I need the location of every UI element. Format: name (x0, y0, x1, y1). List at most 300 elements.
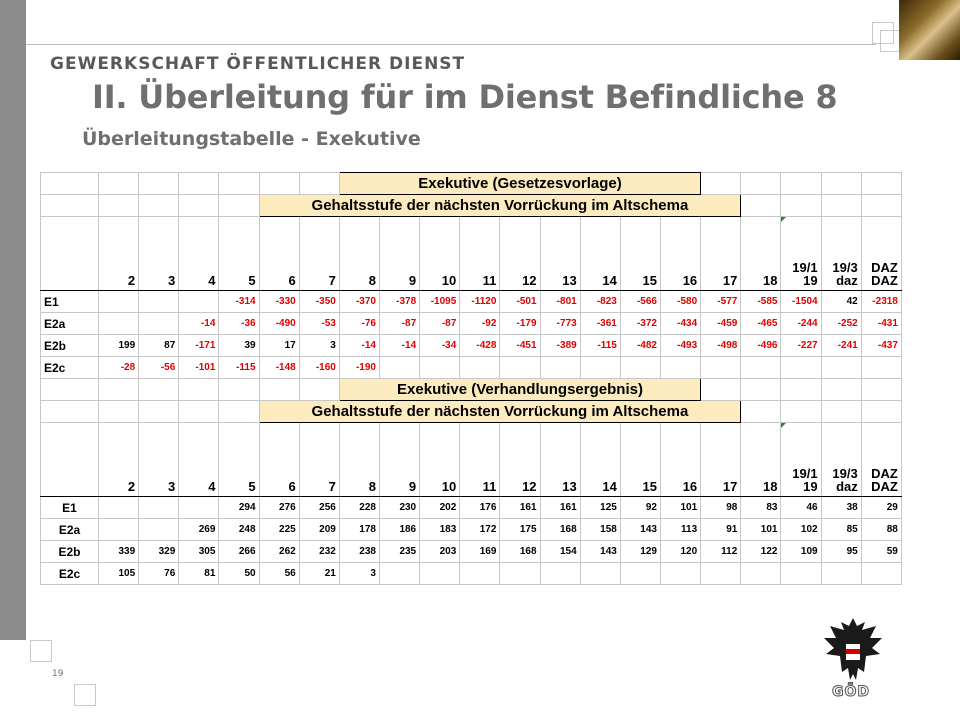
table-cell: -1095 (420, 291, 460, 313)
column-header (379, 217, 419, 291)
page-number: 19 (52, 669, 64, 679)
table-cell: -378 (379, 291, 419, 313)
column-header-row (41, 423, 902, 497)
table-cell (861, 563, 901, 585)
table-cell: 339 (99, 541, 139, 563)
empty-cell (139, 401, 179, 423)
column-header-label: 2 (127, 479, 136, 494)
column-header (460, 423, 500, 497)
table-cell: -1120 (460, 291, 500, 313)
table-cell (701, 357, 741, 379)
empty-cell (741, 401, 781, 423)
empty-cell (781, 379, 821, 401)
handshake-icon (899, 0, 960, 60)
empty-cell (741, 173, 781, 195)
row-label: E1 (41, 497, 99, 519)
column-header (540, 423, 580, 497)
column-header-label: 13 (562, 479, 577, 494)
table-cell: 91 (701, 519, 741, 541)
column-header-label: 16 (682, 273, 698, 288)
column-header-label: 15 (642, 273, 657, 288)
section-title: Exekutive (Verhandlungsergebnis) (339, 379, 700, 401)
empty-cell (219, 173, 259, 195)
empty-cell (861, 173, 901, 195)
column-header-label: 6 (288, 479, 296, 494)
column-header (781, 217, 821, 291)
column-header-label: 5 (248, 273, 256, 288)
table-cell: 85 (821, 519, 861, 541)
column-header (580, 217, 620, 291)
table-cell: -389 (540, 335, 580, 357)
table-cell: -171 (179, 335, 219, 357)
table-cell: 17 (259, 335, 299, 357)
empty-cell (741, 379, 781, 401)
table-cell: 199 (99, 335, 139, 357)
table-cell: -451 (500, 335, 540, 357)
table-cell: -34 (420, 335, 460, 357)
table-cell (580, 563, 620, 585)
table-cell (139, 291, 179, 313)
table-cell: 203 (420, 541, 460, 563)
column-header (339, 423, 379, 497)
table-cell: 101 (660, 497, 700, 519)
table-cell: 154 (540, 541, 580, 563)
table-cell (420, 357, 460, 379)
table-cell: -330 (259, 291, 299, 313)
table-row (41, 563, 902, 585)
table-cell (500, 563, 540, 585)
column-header-label: 16 (682, 479, 698, 494)
column-header-label: 19/3 daz (832, 466, 858, 494)
column-header (460, 217, 500, 291)
column-header-label: 18 (762, 479, 778, 494)
table-cell (179, 291, 219, 313)
table-cell: 59 (861, 541, 901, 563)
column-header (339, 217, 379, 291)
table-cell (821, 563, 861, 585)
column-header-label: 2 (127, 273, 136, 288)
table-cell (139, 497, 179, 519)
column-header-row (41, 217, 902, 291)
empty-cell (299, 173, 339, 195)
table-cell: -493 (660, 335, 700, 357)
column-header-label: DAZ DAZ (871, 260, 898, 288)
table-cell: 95 (821, 541, 861, 563)
column-header-label: 12 (522, 479, 537, 494)
empty-cell (41, 173, 99, 195)
table-cell: 209 (299, 519, 339, 541)
empty-cell (219, 195, 259, 217)
table-cell: 158 (580, 519, 620, 541)
table-cell: -496 (741, 335, 781, 357)
table-cell (460, 563, 500, 585)
table-cell: -252 (821, 313, 861, 335)
table-cell: -14 (379, 335, 419, 357)
table-cell: -437 (861, 335, 901, 357)
table-cell: -115 (580, 335, 620, 357)
table-row (41, 497, 902, 519)
table-cell: -14 (179, 313, 219, 335)
column-header (580, 423, 620, 497)
empty-cell (821, 195, 861, 217)
empty-cell (259, 173, 299, 195)
table-cell: 225 (259, 519, 299, 541)
empty-cell (781, 401, 821, 423)
table-cell: -773 (540, 313, 580, 335)
table-row (41, 519, 902, 541)
table-cell: -244 (781, 313, 821, 335)
column-header (620, 423, 660, 497)
row-label: E2c (41, 563, 99, 585)
table-cell: -580 (660, 291, 700, 313)
table-cell (420, 563, 460, 585)
row-label: E2b (41, 541, 99, 563)
column-header-label: 11 (482, 479, 497, 494)
column-header (259, 423, 299, 497)
empty-cell (99, 173, 139, 195)
column-header-label: 17 (722, 479, 738, 494)
column-header (741, 217, 781, 291)
table-cell: 169 (460, 541, 500, 563)
table-cell: 202 (420, 497, 460, 519)
table-cell: -14 (339, 335, 379, 357)
table-cell: -498 (701, 335, 741, 357)
row-label: E1 (41, 291, 99, 313)
table-cell: -490 (259, 313, 299, 335)
table-cell: -801 (540, 291, 580, 313)
column-header (861, 423, 901, 497)
column-header-label: DAZ DAZ (871, 466, 898, 494)
table-cell (500, 357, 540, 379)
empty-cell (861, 379, 901, 401)
column-header (821, 423, 861, 497)
empty-cell (41, 217, 99, 291)
table-cell: 143 (620, 519, 660, 541)
empty-cell (99, 195, 139, 217)
table-cell: 125 (580, 497, 620, 519)
column-header-label: 8 (368, 273, 376, 288)
table-cell (620, 563, 660, 585)
column-header (420, 217, 460, 291)
table-cell: -2318 (861, 291, 901, 313)
table-cell: 228 (339, 497, 379, 519)
table-cell: 102 (781, 519, 821, 541)
table-cell: -482 (620, 335, 660, 357)
column-header (540, 217, 580, 291)
column-header-label: 15 (642, 479, 657, 494)
empty-cell (41, 401, 99, 423)
table-row (41, 541, 902, 563)
column-header-label: 19/1 19 (792, 260, 818, 288)
table-cell: 168 (500, 541, 540, 563)
section-title: Exekutive (Gesetzesvorlage) (339, 173, 700, 195)
table-cell: 21 (299, 563, 339, 585)
empty-cell (219, 379, 259, 401)
column-header (821, 217, 861, 291)
table-cell: -148 (259, 357, 299, 379)
table-row (41, 379, 902, 401)
table-cell: 46 (781, 497, 821, 519)
column-header-label: 10 (441, 273, 457, 288)
table-cell: 294 (219, 497, 259, 519)
table-cell (701, 563, 741, 585)
column-header (620, 217, 660, 291)
table-cell: -823 (580, 291, 620, 313)
column-header (99, 423, 139, 497)
table-cell: 266 (219, 541, 259, 563)
column-header (99, 217, 139, 291)
table-cell: -361 (580, 313, 620, 335)
table-cell (861, 357, 901, 379)
column-header-label: 14 (602, 479, 617, 494)
table-cell: 50 (219, 563, 259, 585)
table-cell (781, 563, 821, 585)
logo-text: GÖD (832, 684, 871, 700)
table-cell (741, 357, 781, 379)
table-cell: 56 (259, 563, 299, 585)
empty-cell (701, 379, 741, 401)
table-cell: 176 (460, 497, 500, 519)
column-header-label: 19/3 daz (832, 260, 858, 288)
column-header (660, 217, 700, 291)
table-cell: -434 (660, 313, 700, 335)
table-cell (379, 357, 419, 379)
table-cell: 186 (379, 519, 419, 541)
table-cell: 112 (701, 541, 741, 563)
table-cell: -227 (781, 335, 821, 357)
column-header (861, 217, 901, 291)
column-header-label: 8 (368, 479, 376, 494)
table-cell: 175 (500, 519, 540, 541)
table-cell: -115 (219, 357, 259, 379)
column-header (781, 423, 821, 497)
table-cell (99, 497, 139, 519)
empty-cell (781, 195, 821, 217)
empty-cell (99, 379, 139, 401)
table-cell: 39 (219, 335, 259, 357)
column-header (219, 423, 259, 497)
table-cell: 105 (99, 563, 139, 585)
table-cell: -585 (741, 291, 781, 313)
table-row (41, 357, 902, 379)
column-header (139, 217, 179, 291)
empty-cell (821, 401, 861, 423)
table-cell: 38 (821, 497, 861, 519)
page-title: II. Überleitung für im Dienst Befindliche 8 (92, 78, 838, 116)
table-cell: 232 (299, 541, 339, 563)
empty-cell (259, 379, 299, 401)
row-label: E2a (41, 519, 99, 541)
column-header (500, 217, 540, 291)
table-cell: 129 (620, 541, 660, 563)
column-header-label: 9 (408, 273, 417, 288)
table-cell: -101 (179, 357, 219, 379)
table-row (41, 335, 902, 357)
table-cell (540, 357, 580, 379)
table-cell: -36 (219, 313, 259, 335)
empty-cell (701, 173, 741, 195)
table-cell: 83 (741, 497, 781, 519)
table-cell: 256 (299, 497, 339, 519)
empty-cell (821, 173, 861, 195)
table-cell: 235 (379, 541, 419, 563)
table-cell: -179 (500, 313, 540, 335)
table-cell: 161 (500, 497, 540, 519)
column-header-label: 10 (441, 479, 457, 494)
column-header-label: 12 (522, 273, 537, 288)
table-cell: 276 (259, 497, 299, 519)
table-cell: 109 (781, 541, 821, 563)
empty-cell (139, 173, 179, 195)
table-cell: -372 (620, 313, 660, 335)
column-header-label: 13 (562, 273, 577, 288)
table-cell: -190 (339, 357, 379, 379)
table-cell (99, 519, 139, 541)
table-cell: 113 (660, 519, 700, 541)
table-cell: 122 (741, 541, 781, 563)
empty-cell (299, 379, 339, 401)
column-header-label: 4 (208, 479, 216, 494)
org-name: GEWERKSCHAFT ÖFFENTLICHER DIENST (50, 54, 466, 74)
column-header (701, 423, 741, 497)
column-header-label: 7 (328, 479, 336, 494)
table-cell (660, 357, 700, 379)
table-cell (821, 357, 861, 379)
table-cell: -28 (99, 357, 139, 379)
column-header-label: 18 (762, 273, 778, 288)
column-header-label: 4 (208, 273, 216, 288)
column-header (660, 423, 700, 497)
top-rule (26, 44, 876, 45)
column-header (500, 423, 540, 497)
sidebar-bar (0, 0, 26, 640)
table-cell (580, 357, 620, 379)
decorative-square (74, 684, 96, 706)
table-cell: 230 (379, 497, 419, 519)
empty-cell (781, 173, 821, 195)
table-row (41, 195, 902, 217)
table-cell (460, 357, 500, 379)
decorative-square (30, 640, 52, 662)
table-cell: 262 (259, 541, 299, 563)
table-cell: 101 (741, 519, 781, 541)
table-cell: 3 (299, 335, 339, 357)
table-cell (540, 563, 580, 585)
column-header-label: 3 (168, 479, 176, 494)
table-cell (139, 519, 179, 541)
table-cell: 178 (339, 519, 379, 541)
table-cell: -577 (701, 291, 741, 313)
empty-cell (741, 195, 781, 217)
table-cell: -1504 (781, 291, 821, 313)
table-row (41, 401, 902, 423)
column-header-label: 5 (248, 479, 256, 494)
table-cell: -459 (701, 313, 741, 335)
table-cell: 98 (701, 497, 741, 519)
empty-cell (179, 379, 219, 401)
column-header (179, 217, 219, 291)
table-cell: 168 (540, 519, 580, 541)
table-cell: -56 (139, 357, 179, 379)
table-cell: -92 (460, 313, 500, 335)
table-cell: 143 (580, 541, 620, 563)
table-cell: 92 (620, 497, 660, 519)
empty-cell (179, 401, 219, 423)
column-header-label: 3 (168, 273, 176, 288)
column-header (701, 217, 741, 291)
table-cell: 161 (540, 497, 580, 519)
table-cell: -87 (379, 313, 419, 335)
column-header (420, 423, 460, 497)
table-cell: -314 (219, 291, 259, 313)
column-header (179, 423, 219, 497)
table-cell: 238 (339, 541, 379, 563)
table-cell: 87 (139, 335, 179, 357)
column-header-label: 11 (482, 273, 497, 288)
table-cell (179, 497, 219, 519)
table-cell: 88 (861, 519, 901, 541)
table-cell: -241 (821, 335, 861, 357)
table-cell (741, 563, 781, 585)
table-cell (379, 563, 419, 585)
empty-cell (41, 423, 99, 497)
table-cell: -566 (620, 291, 660, 313)
table-cell: -370 (339, 291, 379, 313)
table-row (41, 313, 902, 335)
column-header (299, 423, 339, 497)
table-cell: -428 (460, 335, 500, 357)
empty-cell (179, 173, 219, 195)
column-header (379, 423, 419, 497)
column-header-label: 14 (602, 273, 617, 288)
empty-cell (41, 379, 99, 401)
table-cell: -350 (299, 291, 339, 313)
section-subheader: Gehaltsstufe der nächsten Vorrückung im Altschema (259, 195, 741, 217)
section-subheader: Gehaltsstufe der nächsten Vorrückung im Altschema (259, 401, 741, 423)
table-cell: -465 (741, 313, 781, 335)
table-cell (99, 291, 139, 313)
column-header (259, 217, 299, 291)
table-cell: -87 (420, 313, 460, 335)
column-header-label: 17 (722, 273, 738, 288)
table-cell: 3 (339, 563, 379, 585)
table-cell (139, 313, 179, 335)
table-cell: 81 (179, 563, 219, 585)
empty-cell (861, 195, 901, 217)
table-cell: 172 (460, 519, 500, 541)
table-cell (620, 357, 660, 379)
table-cell: 120 (660, 541, 700, 563)
table-cell (781, 357, 821, 379)
empty-cell (179, 195, 219, 217)
column-header-label: 6 (288, 273, 296, 288)
table-cell (660, 563, 700, 585)
table-cell: 248 (219, 519, 259, 541)
table-cell: -431 (861, 313, 901, 335)
column-header (299, 217, 339, 291)
table-cell: 269 (179, 519, 219, 541)
empty-cell (99, 401, 139, 423)
row-label: E2c (41, 357, 99, 379)
column-header-label: 19/1 19 (792, 466, 818, 494)
table-cell: -76 (339, 313, 379, 335)
row-label: E2b (41, 335, 99, 357)
empty-cell (139, 379, 179, 401)
table-cell: 183 (420, 519, 460, 541)
table-cell: -53 (299, 313, 339, 335)
table-cell: 29 (861, 497, 901, 519)
table-row (41, 173, 902, 195)
